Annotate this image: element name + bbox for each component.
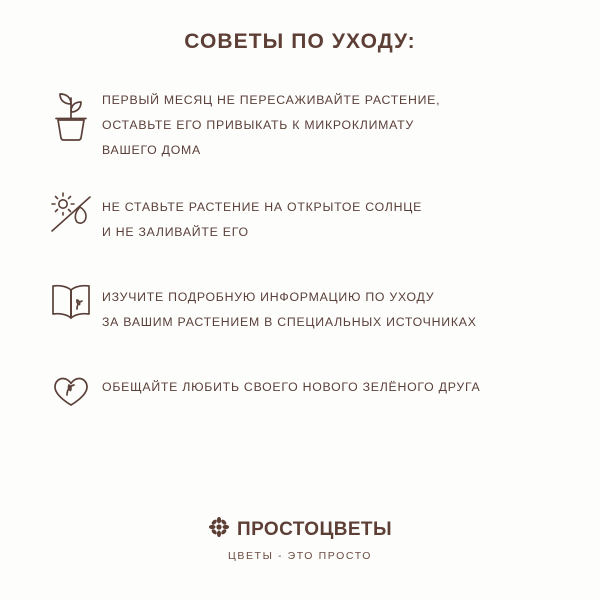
text-line: ВАШЕГО ДОМА — [102, 143, 202, 157]
open-book-icon — [40, 279, 102, 343]
page-title: СОВЕТЫ ПО УХОДУ: — [184, 30, 416, 53]
footer — [0, 516, 600, 562]
brand-name: ПРОСТОЦВЕТЫ — [237, 518, 392, 540]
brand-lockup — [0, 516, 600, 543]
text-line: И НЕ ЗАЛИВАЙТЕ ЕГО — [102, 225, 249, 239]
text-line: ОСТАВЬТЕ ЕГО ПРИВЫКАТЬ К МИКРОКЛИМАТУ — [102, 118, 414, 132]
list-item-text — [102, 279, 570, 335]
heart-leaf-icon — [40, 369, 102, 433]
text-line: НЕ СТАВЬТЕ РАСТЕНИЕ НА ОТКРЫТОЕ СОЛНЦЕ — [102, 200, 423, 214]
no-sun-watering-icon — [40, 189, 102, 253]
list-item — [40, 279, 570, 343]
list-item-text — [102, 86, 570, 163]
list-item-text — [102, 369, 570, 400]
text-line: ИЗУЧИТЕ ПОДРОБНУЮ ИНФОРМАЦИЮ ПО УХОДУ — [102, 290, 435, 304]
list-item — [40, 86, 570, 163]
tips-list — [40, 86, 570, 459]
flower-icon — [208, 516, 230, 543]
potted-plant-icon — [40, 86, 102, 150]
list-item-text — [102, 189, 570, 245]
text-line: ЗА ВАШИМ РАСТЕНИЕМ В СПЕЦИАЛЬНЫХ ИСТОЧНИКАХ — [102, 315, 477, 329]
text-line: ПЕРВЫЙ МЕСЯЦ НЕ ПЕРЕСАЖИВАЙТЕ РАСТЕНИЕ, — [102, 93, 441, 107]
list-item — [40, 189, 570, 253]
list-item — [40, 369, 570, 433]
text-line: ОБЕЩАЙТЕ ЛЮБИТЬ СВОЕГО НОВОГО ЗЕЛЁНОГО ДРУГА — [102, 380, 481, 394]
brand-tagline: ЦВЕТЫ - ЭТО ПРОСТО — [227, 550, 373, 562]
